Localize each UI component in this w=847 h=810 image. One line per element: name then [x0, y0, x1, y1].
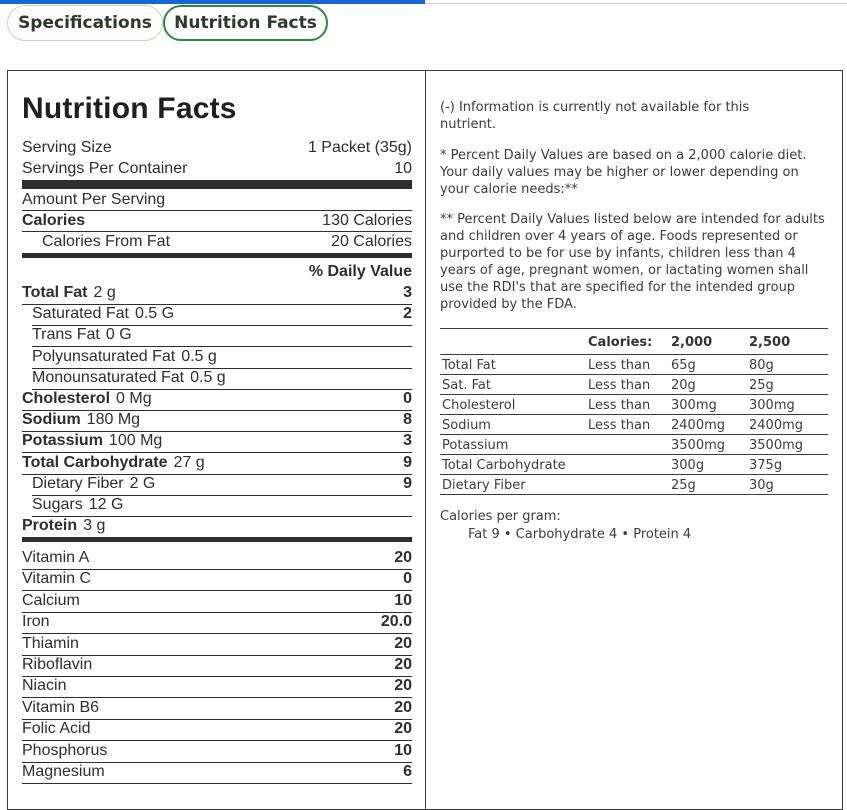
rdi-col-2000: 2,000 [671, 335, 713, 350]
vitamin-daily-value: 6 [403, 763, 412, 780]
daily-value-header: % Daily Value [308, 263, 412, 280]
thick-rule [22, 180, 412, 189]
rdi-cell-name: Dietary Fiber [442, 478, 526, 493]
nutrient-amount: 27 g [173, 454, 205, 471]
rdi-cell-v1: 300g [671, 458, 705, 473]
rdi-row [440, 435, 828, 455]
nutrient-row [22, 517, 412, 535]
vitamin-row [22, 570, 412, 588]
nutrient-row [22, 390, 412, 408]
nutrient-daily-value: 3 [403, 432, 412, 449]
vitamin-name: Vitamin B6 [22, 699, 100, 716]
rdi-cell-v2: 25g [749, 378, 774, 393]
servings-per-container-value: 10 [394, 160, 412, 177]
rdi-cell-v1: 2400mg [671, 418, 725, 433]
rdi-cell-v2: 30g [749, 478, 774, 493]
vitamin-name: Magnesium [22, 763, 105, 780]
nutrient-name: Cholesterol [22, 390, 111, 407]
rule [22, 210, 412, 211]
nutrient-name: Monounsaturated Fat [32, 369, 185, 386]
vitamin-daily-value: 10 [394, 742, 412, 759]
rdi-cell-name: Potassium [442, 438, 509, 453]
daily-value-header-row [22, 263, 412, 281]
rule [22, 231, 412, 232]
vitamin-name: Calcium [22, 592, 80, 609]
rdi-row [440, 395, 828, 415]
tab-specifications[interactable]: Specifications [7, 5, 163, 41]
vitamin-daily-value: 20 [394, 549, 412, 566]
top-divider [425, 3, 847, 4]
vitamin-row [22, 592, 412, 610]
vitamin-daily-value: 10 [394, 592, 412, 609]
nutrient-name: Sodium [22, 411, 81, 428]
nutrient-row [22, 411, 412, 429]
nutrient-row [22, 432, 412, 450]
rdi-row-rule [440, 494, 828, 495]
rdi-cell-name: Total Fat [442, 358, 496, 373]
rdi-cell-v1: 65g [671, 358, 696, 373]
nutrient-row [22, 369, 412, 387]
servings-per-container-label: Servings Per Container [22, 160, 188, 177]
vitamin-row [22, 549, 412, 567]
serving-size-label: Serving Size [22, 139, 112, 156]
rule [22, 537, 412, 542]
vitamin-daily-value: 0 [403, 570, 412, 587]
calories-per-gram-values: Fat 9 • Carbohydrate 4 • Protein 4 [468, 527, 692, 542]
nutrient-row [22, 454, 412, 472]
nutrient-row [22, 305, 412, 323]
vitamin-daily-value: 20 [394, 720, 412, 737]
rdi-cell-qual: Less than [588, 378, 651, 393]
vitamin-row [22, 635, 412, 653]
tab-nutrition-facts[interactable]: Nutrition Facts [163, 5, 328, 41]
rdi-cell-v2: 300mg [749, 398, 795, 413]
rdi-cell-v1: 25g [671, 478, 696, 493]
nutrient-daily-value: 0 [403, 390, 412, 407]
nutrient-daily-value: 2 [403, 305, 412, 322]
nutrient-row [22, 326, 412, 344]
rdi-cell-v1: 20g [671, 378, 696, 393]
rule [22, 783, 412, 784]
nutrient-name: Dietary Fiber [32, 475, 124, 492]
nutrient-amount: 0.5 g [181, 348, 217, 365]
note-rdi: ** Percent Daily Values listed below are intended for adults and children over 4 years of age. Foods represented or purported to be for use by infants, children less than 4 years of age, pregnant women, or lactating women shall use the RDI's that are specified for the intended group provided by the FDA. [440, 212, 825, 312]
vitamin-name: Phosphorus [22, 742, 108, 759]
rdi-calories-label: Calories: [588, 335, 653, 350]
nutrient-name: Polyunsaturated Fat [32, 348, 176, 365]
amount-per-serving-label: Amount Per Serving [22, 191, 166, 208]
nutrient-amount: 0.5 g [190, 369, 226, 386]
nutrient-amount: 2 G [129, 475, 156, 492]
rdi-cell-qual: Less than [588, 398, 651, 413]
nutrient-name: Total Fat [22, 284, 88, 301]
note-unavailable: (-) Information is currently not available for this nutrient. [440, 100, 750, 132]
vitamin-daily-value: 20 [394, 635, 412, 652]
rdi-cell-qual: Less than [588, 418, 651, 433]
serving-size-row [22, 139, 412, 157]
vitamin-name: Iron [22, 613, 50, 630]
nutrient-amount: 12 G [88, 496, 124, 513]
rule [22, 633, 412, 634]
vitamin-row [22, 613, 412, 631]
nutrient-daily-value: 8 [403, 411, 412, 428]
vitamin-row [22, 742, 412, 760]
calories-fat-row [22, 233, 412, 251]
rdi-row [440, 355, 828, 375]
rdi-col-2500: 2,500 [749, 335, 791, 350]
servings-per-container-row [22, 160, 412, 178]
rdi-cell-v1: 300mg [671, 398, 717, 413]
vitamin-row [22, 763, 412, 781]
vitamin-daily-value: 20 [394, 699, 412, 716]
nutrient-name: Protein [22, 517, 78, 534]
nutrient-amount: 0.5 G [134, 305, 175, 322]
calories-per-gram-label: Calories per gram: [440, 509, 561, 524]
calories-fat-label: Calories From Fat [42, 233, 171, 250]
vitamin-row [22, 720, 412, 738]
nutrient-name: Potassium [22, 432, 103, 449]
top-accent-bar [0, 0, 425, 4]
rdi-row [440, 415, 828, 435]
rdi-header-row [440, 332, 828, 352]
vitamin-row [22, 699, 412, 717]
rdi-cell-v2: 80g [749, 358, 774, 373]
nutrient-row [22, 284, 412, 302]
nutrient-amount: 0 G [105, 326, 132, 343]
rdi-cell-v2: 3500mg [749, 438, 803, 453]
vitamin-row [22, 677, 412, 695]
rule [22, 697, 412, 698]
serving-size-value: 1 Packet (35g) [307, 139, 412, 156]
rule [22, 452, 412, 453]
nutrient-daily-value: 9 [403, 454, 412, 471]
rdi-cell-name: Sodium [442, 418, 491, 433]
rule [22, 590, 412, 591]
nutrient-row [22, 496, 412, 514]
nutrition-facts-title: Nutrition Facts [22, 92, 237, 125]
nutrient-name: Total Carbohydrate [22, 454, 168, 471]
vitamin-daily-value: 20 [394, 656, 412, 673]
panel-divider [425, 70, 426, 810]
nutrient-name: Trans Fat [32, 326, 100, 343]
vitamin-name: Thiamin [22, 635, 79, 652]
nutrient-amount: 2 g [93, 284, 116, 301]
calories-fat-value: 20 Calories [331, 233, 412, 250]
rule [32, 346, 412, 347]
vitamin-name: Vitamin C [22, 570, 92, 587]
medium-rule [22, 253, 412, 258]
rdi-cell-name: Total Carbohydrate [442, 458, 566, 473]
vitamin-name: Vitamin A [22, 549, 90, 566]
nutrient-name: Sugars [32, 496, 83, 513]
nutrient-amount: 0 Mg [116, 390, 152, 407]
vitamin-daily-value: 20.0 [380, 613, 412, 630]
rdi-row [440, 455, 828, 475]
nutrient-name: Saturated Fat [32, 305, 129, 322]
vitamin-name: Riboflavin [22, 656, 93, 673]
rule [22, 740, 412, 741]
rdi-cell-name: Cholesterol [442, 398, 516, 413]
calories-value: 130 Calories [322, 212, 412, 229]
note-percent-dv: * Percent Daily Values are based on a 2,000 calorie diet. Your daily values may be higher or lower depending on your calorie needs:** [440, 148, 807, 197]
calories-row [22, 212, 412, 230]
nutrient-amount: 180 Mg [86, 411, 141, 428]
vitamin-row [22, 656, 412, 674]
rdi-cell-name: Sat. Fat [442, 378, 491, 393]
nutrient-row [22, 348, 412, 366]
amount-per-serving [22, 191, 412, 209]
nutrient-row [22, 475, 412, 493]
rdi-cell-qual: Less than [588, 358, 651, 373]
calories-label: Calories [22, 212, 86, 229]
vitamin-name: Niacin [22, 677, 67, 694]
vitamin-daily-value: 20 [394, 677, 412, 694]
nutrient-amount: 3 g [83, 517, 106, 534]
rdi-cell-v2: 2400mg [749, 418, 803, 433]
rdi-row [440, 375, 828, 395]
nutrient-amount: 100 Mg [108, 432, 163, 449]
rdi-row [440, 475, 828, 495]
vitamin-name: Folic Acid [22, 720, 91, 737]
rdi-cell-v1: 3500mg [671, 438, 725, 453]
rdi-cell-v2: 375g [749, 458, 783, 473]
nutrient-daily-value: 9 [403, 475, 412, 492]
nutrient-daily-value: 3 [403, 284, 412, 301]
rdi-top-rule [440, 328, 828, 329]
